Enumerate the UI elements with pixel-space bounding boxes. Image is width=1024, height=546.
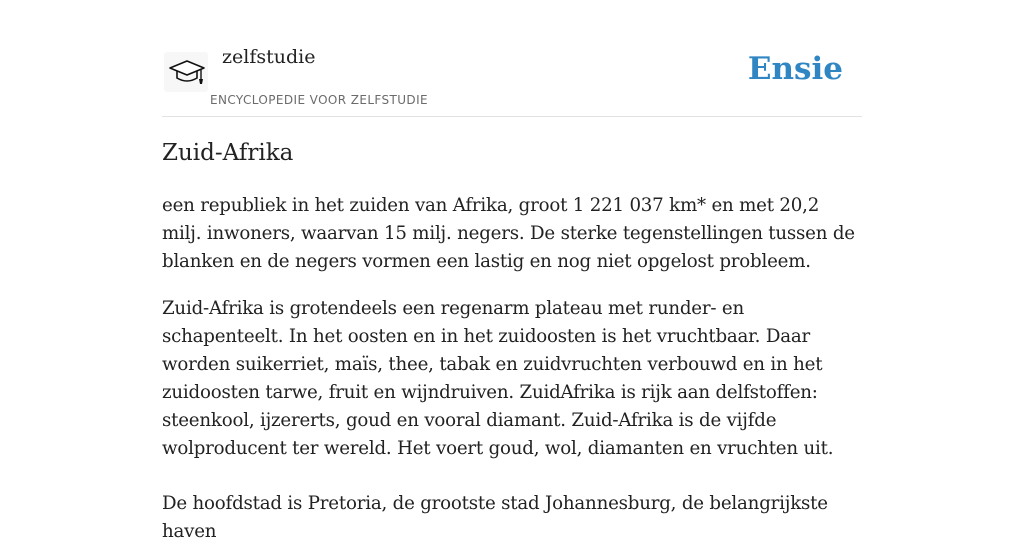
site-logo[interactable] <box>164 52 208 92</box>
article-paragraph: De hoofdstad is Pretoria, de grootste stad Johannesburg, de belangrijkste haven <box>162 493 828 542</box>
site-header <box>162 0 862 117</box>
article-paragraph: een republiek in het zuiden van Afrika, groot 1 221 037 km* en met 20,2 milj. inwoners, waarvan 15 milj. negers. De sterke tegenstellingen tussen de blanken en de negers vormen een lastig en nog niet opgelost probleem. <box>162 195 855 272</box>
site-name[interactable]: zelfstudie <box>222 46 316 68</box>
article-paragraph: Zuid-Afrika is grotendeels een regenarm plateau met runder- en schapenteelt. In het oosten en in het zuidoosten is het vruchtbaar. Daar worden suikerriet, maïs, thee, tabak en zuidvruchten verbouwd en in het zuidoosten tarwe, fruit en wijndruiven. ZuidAfrika is rijk aan delfstoffen: steenkool, ijzererts, goud en vooral diamant. Zuid-Afrika is de vijfde wolproducent ter wereld. Het voert goud, wol, diamanten en vruchten uit. <box>162 298 834 459</box>
article-body <box>162 192 862 546</box>
brand-logo-link[interactable]: Ensie <box>747 51 843 87</box>
site-subtitle: ENCYCLOPEDIE VOOR ZELFSTUDIE <box>210 93 428 107</box>
graduation-cap-icon <box>168 56 206 88</box>
article-title: Zuid-Afrika <box>162 140 294 166</box>
